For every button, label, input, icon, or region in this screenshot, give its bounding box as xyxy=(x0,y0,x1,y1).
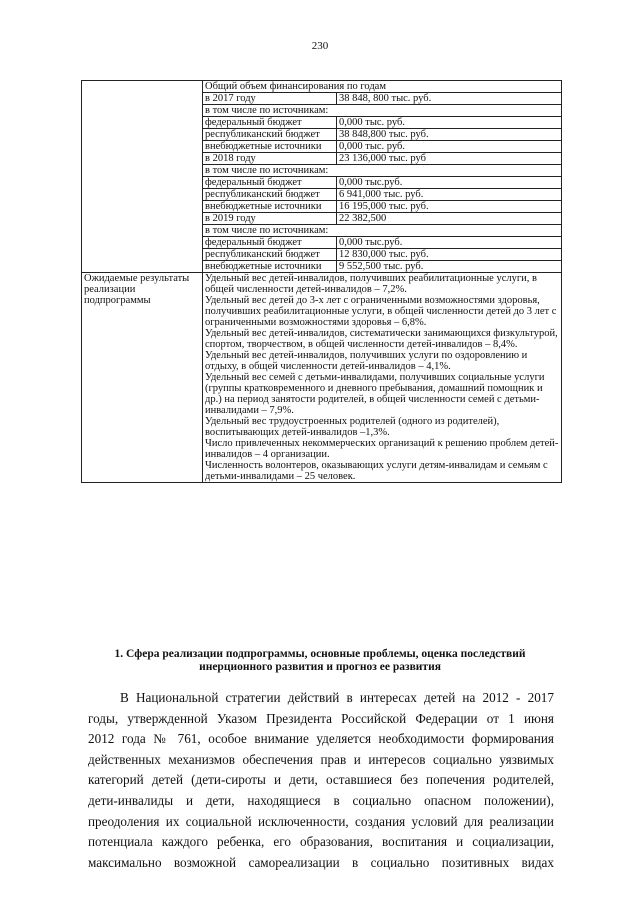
row-value: 22 382,500 xyxy=(337,213,562,225)
row-label: республиканский бюджет xyxy=(203,129,337,141)
row-label: федеральный бюджет xyxy=(203,117,337,129)
sources-subheader: в том числе по источникам: xyxy=(203,225,562,237)
section-heading: 1. Сфера реализации подпрограммы, основные проблемы, оценка последствий инерционного развития и прогноз ее развития xyxy=(114,648,526,673)
financing-table xyxy=(81,80,562,483)
table-row xyxy=(82,81,562,93)
results-paragraph: Удельный вес трудоустроенных родителей (одного из родителей), воспитывающих детей-инвалидов –1,3%. xyxy=(205,416,500,438)
body-line: потенциала каждого ребенка, его образования, воспитания и социализации, xyxy=(88,834,554,850)
body-line: действенных механизмов обеспечения прав и интересов социально уязвимых xyxy=(88,751,554,767)
row-label: внебюджетные источники xyxy=(203,261,337,273)
results-paragraph: Удельный вес семей с детьми-инвалидами, получивших социальные услуги (группы кратковременного и дневного пребывания, домашний помощник и др.) на период занятости родителей, в общей численности семей с детьми-инвалидами – 7,9%. xyxy=(205,372,545,416)
body-paragraph xyxy=(88,688,554,873)
row-label: в 2019 году xyxy=(203,213,337,225)
row-value: 0,000 тыс. руб. xyxy=(337,141,562,153)
results-paragraph: Удельный вес детей-инвалидов, получивших услуги по оздоровлению и отдыху, в общей численности детей-инвалидов – 4,1%. xyxy=(205,350,528,372)
results-paragraph: Удельный вес детей-инвалидов, получивших реабилитационные услуги, в общей численности детей-инвалидов – 7,2%. xyxy=(205,273,538,295)
body-line: максимально возможной самореализации в социально позитивных видах xyxy=(88,854,554,870)
row-label: федеральный бюджет xyxy=(203,177,337,189)
body-line: В Национальной стратегии действий в интересах детей на 2012 - 2017 xyxy=(120,690,554,705)
row-label: федеральный бюджет xyxy=(203,237,337,249)
sources-subheader: в том числе по источникам: xyxy=(203,165,562,177)
row-label: республиканский бюджет xyxy=(203,189,337,201)
row-value: 38 848,800 тыс. руб. xyxy=(337,129,562,141)
row-value: 12 830,000 тыс. руб. xyxy=(337,249,562,261)
row-label: в 2018 году xyxy=(203,153,337,165)
results-paragraph: Удельный вес детей-инвалидов, систематически занимающихся физкультурой, спортом, творчеством, в общей численности детей-инвалидов – 8,4%. xyxy=(205,328,558,350)
body-line: дети-инвалиды и дети, находящиеся в социально опасном положении), xyxy=(88,792,554,808)
results-paragraph: Число привлеченных некоммерческих организаций к решению проблем детей-инвалидов – 4 организации. xyxy=(205,438,559,460)
row-label: в 2017 году xyxy=(203,93,337,105)
body-line: годы, утвержденной Указом Президента Российской Федерации от 1 июня xyxy=(88,710,554,726)
row-value: 16 195,000 тыс. руб. xyxy=(337,201,562,213)
results-label: Ожидаемые результаты реализации подпрограммы xyxy=(82,273,203,483)
row-value: 38 848, 800 тыс. руб. xyxy=(337,93,562,105)
body-line: категорий детей (дети-сироты и дети, оставшиеся без попечения родителей, xyxy=(88,772,554,788)
row-label: республиканский бюджет xyxy=(203,249,337,261)
row-label: внебюджетные источники xyxy=(203,141,337,153)
sources-subheader: в том числе по источникам: xyxy=(203,105,562,117)
row-value: 6 941,000 тыс. руб. xyxy=(337,189,562,201)
row-value: 0,000 тыс. руб. xyxy=(337,117,562,129)
row-value: 0,000 тыс.руб. xyxy=(337,237,562,249)
row-value: 23 136,000 тыс. руб xyxy=(337,153,562,165)
results-paragraph: Численность волонтеров, оказывающих услуги детям-инвалидам и семьям с детьми-инвалидами – 25 человек. xyxy=(205,460,548,482)
results-paragraph: Удельный вес детей до 3-х лет с ограниченными возможностями здоровья, получивших реабилитационные услуги, в общей численности детей до 3 лет с ограниченными возможностями здоровья – 6,8%. xyxy=(205,295,557,328)
body-line: преодоления их социальной исключенности, создания условий для реализации xyxy=(88,813,554,829)
row-value: 0,000 тыс.руб. xyxy=(337,177,562,189)
financing-header: Общий объем финансирования по годам xyxy=(203,81,562,93)
results-text xyxy=(203,273,562,483)
row-value: 9 552,500 тыс. руб. xyxy=(337,261,562,273)
row-label: внебюджетные источники xyxy=(203,201,337,213)
body-line: 2012 года № 761, особое внимание уделяется необходимости формирования xyxy=(88,731,554,747)
page-number: 230 xyxy=(311,40,329,52)
empty-label-cell xyxy=(82,81,203,273)
results-row xyxy=(82,273,562,483)
